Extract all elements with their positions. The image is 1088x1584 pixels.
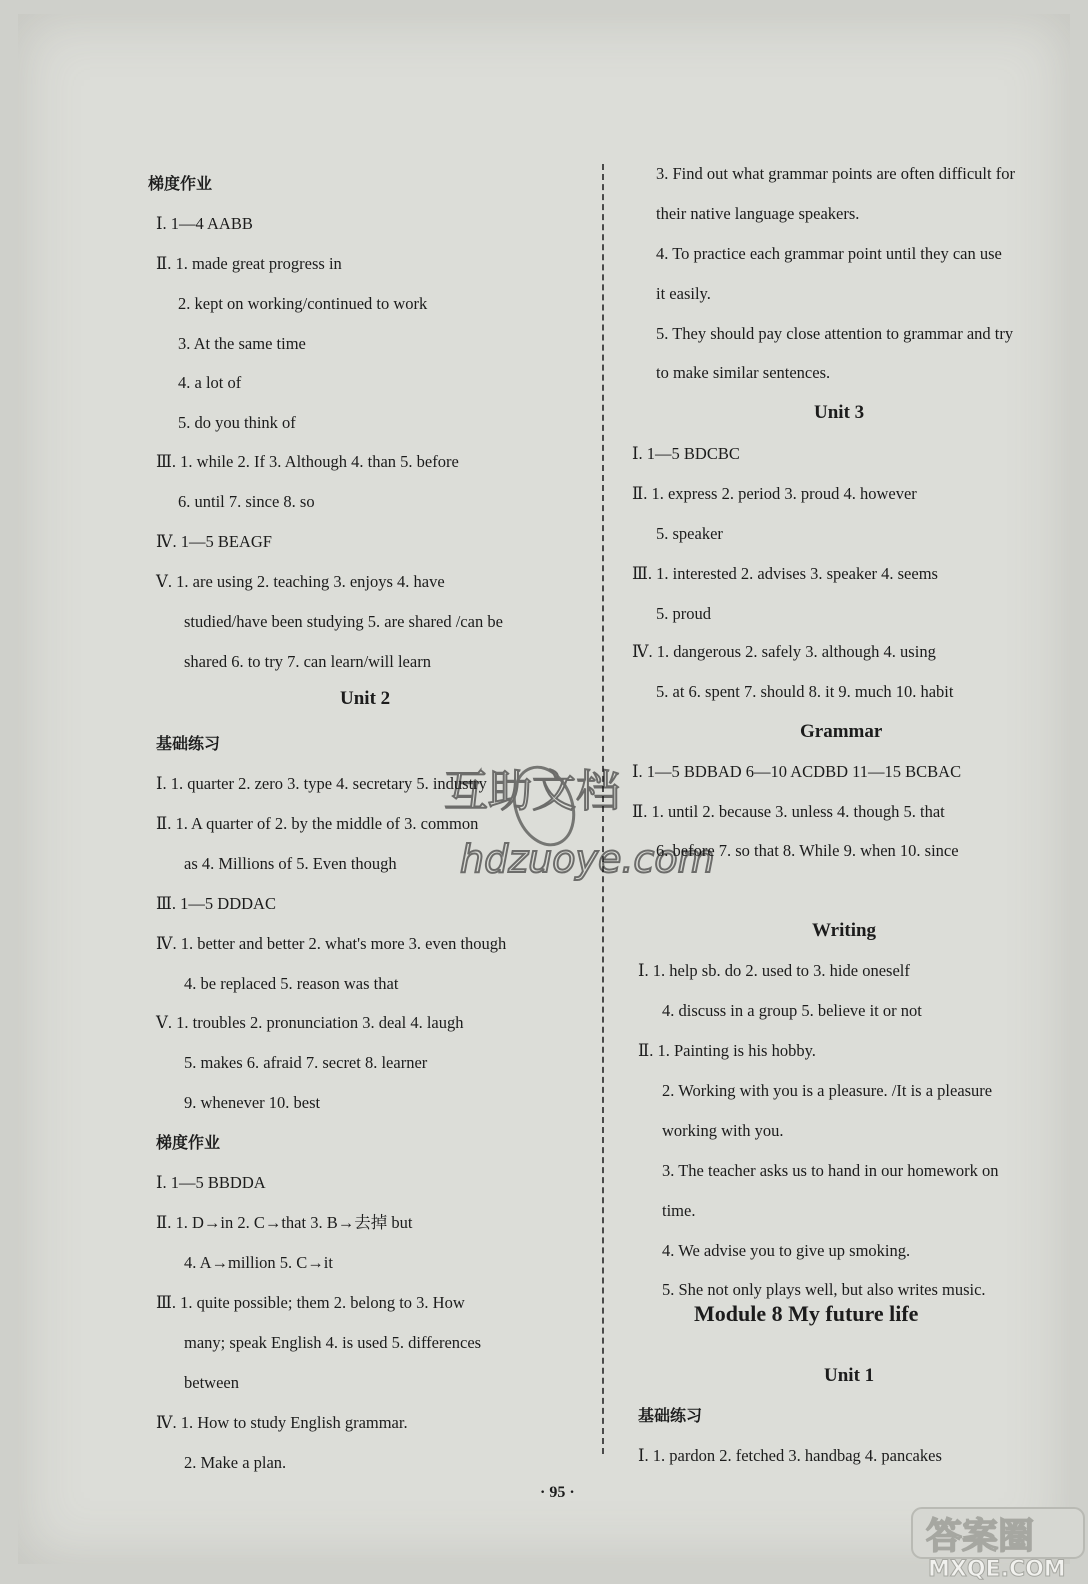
answer-line: 4. a lot of [178,373,242,392]
answer-line: 梯度作业 [156,1133,221,1152]
section-heading: Unit 3 [814,402,865,423]
logo-text: 答案圈 [926,1516,1035,1557]
answer-line: 梯度作业 [148,174,213,193]
answer-line: 4. A→million 5. C→it [184,1253,333,1272]
answer-line: 5. She not only plays well, but also writes music. [662,1280,986,1299]
answer-line: Ⅲ. 1. quite possible; them 2. belong to 3. How [156,1293,465,1312]
answer-line: many; speak English 4. is used 5. differences [184,1333,482,1352]
answer-line: 5. do you think of [178,413,296,432]
answer-line: Ⅴ. 1. troubles 2. pronunciation 3. deal 4. laugh [156,1013,464,1032]
answer-line: 4. We advise you to give up smoking. [662,1241,911,1260]
answer-line: Ⅱ. 1. made great progress in [156,254,342,273]
answer-line: Ⅰ. 1—4 AABB [156,214,253,233]
logo-url: MXQE.COM [928,1557,1066,1582]
answer-line: it easily. [656,284,711,303]
answer-line: 9. whenever 10. best [184,1093,321,1112]
answer-line: to make similar sentences. [656,363,831,382]
answer-line: as 4. Millions of 5. Even though [184,854,397,873]
answer-line: 4. To practice each grammar point until they can use [656,244,1002,263]
answer-line: 4. discuss in a group 5. believe it or not [662,1001,922,1020]
answer-line: 5. at 6. spent 7. should 8. it 9. much 10. habit [656,682,954,701]
watermark-stamp [426,744,715,904]
answer-line: Ⅰ. 1—5 BDBAD 6—10 ACDBD 11—15 BCBAC [632,762,962,781]
watermark-text-url: hdzuoye.com [460,837,715,881]
answer-line: Ⅱ. 1. D→in 2. C→that 3. B→去掉 but [156,1213,413,1232]
answer-line: Ⅰ. 1. help sb. do 2. used to 3. hide oneself [638,961,910,980]
page-number: · 95 · [540,1484,575,1501]
answer-line: Ⅰ. 1. quarter 2. zero 3. type 4. secretary 5. industry [156,774,487,793]
answer-line: 2. Make a plan. [184,1453,287,1472]
site-logo [908,1504,1088,1584]
module-title: Module 8 My future life [694,1301,919,1326]
answer-line: Ⅰ. 1—5 BBDDA [156,1173,266,1192]
answer-line: Ⅳ. 1—5 BEAGF [156,532,272,551]
answer-line: 5. They should pay close attention to grammar and try [656,324,1014,343]
section-heading: Grammar [800,721,883,742]
answer-line: 基础练习 [638,1406,703,1425]
answer-line: Ⅱ. 1. A quarter of 2. by the middle of 3. common [156,814,479,833]
answer-page [18,14,1070,1582]
answer-line: Ⅰ. 1—5 BDCBC [632,444,740,463]
answer-line: Ⅲ. 1—5 DDDAC [156,894,276,913]
answer-line: 3. Find out what grammar points are often difficult for [656,164,1015,183]
answer-line: working with you. [662,1121,784,1140]
answer-line: 4. be replaced 5. reason was that [184,974,399,993]
answer-line: 2. kept on working/continued to work [178,294,428,313]
answer-line: Ⅳ. 1. dangerous 2. safely 3. although 4. using [632,642,936,661]
answer-line: studied/have been studying 5. are shared /can be [184,612,503,631]
answer-line: 3. The teacher asks us to hand in our homework on [662,1161,999,1180]
answer-line: 5. proud [656,604,711,623]
answer-line: Ⅱ. 1. express 2. period 3. proud 4. however [632,484,917,503]
section-heading: Unit 2 [340,688,391,709]
section-heading: Unit 1 [824,1365,875,1386]
answer-line: Ⅲ. 1. interested 2. advises 3. speaker 4. seems [632,564,938,583]
watermark-text-cn: 互助文档 [444,766,620,817]
answer-line: Ⅳ. 1. How to study English grammar. [156,1413,408,1432]
answer-line: 5. makes 6. afraid 7. secret 8. learner [184,1053,428,1072]
answer-line: Ⅰ. 1. pardon 2. fetched 3. handbag 4. pancakes [638,1446,942,1465]
answer-line: Ⅲ. 1. while 2. If 3. Although 4. than 5. before [156,452,459,471]
answer-line: 5. speaker [656,524,723,543]
answer-line: between [184,1373,239,1392]
answer-line: Ⅳ. 1. better and better 2. what's more 3. even though [156,934,507,953]
section-heading: Writing [812,920,877,941]
answer-line: 6. before 7. so that 8. While 9. when 10. since [656,841,959,860]
answer-line: shared 6. to try 7. can learn/will learn [184,652,431,671]
answer-line: 3. At the same time [178,334,306,353]
answer-line: their native language speakers. [656,204,860,223]
answer-line: Ⅱ. 1. Painting is his hobby. [638,1041,816,1060]
answer-line: Ⅱ. 1. until 2. because 3. unless 4. though 5. that [632,802,945,821]
answer-line: 基础练习 [156,734,221,753]
answer-line: Ⅴ. 1. are using 2. teaching 3. enjoys 4. have [156,572,445,591]
answer-line: time. [662,1201,696,1220]
answer-line: 2. Working with you is a pleasure. /It is a pleasure [662,1081,993,1100]
answer-line: 6. until 7. since 8. so [178,492,315,511]
